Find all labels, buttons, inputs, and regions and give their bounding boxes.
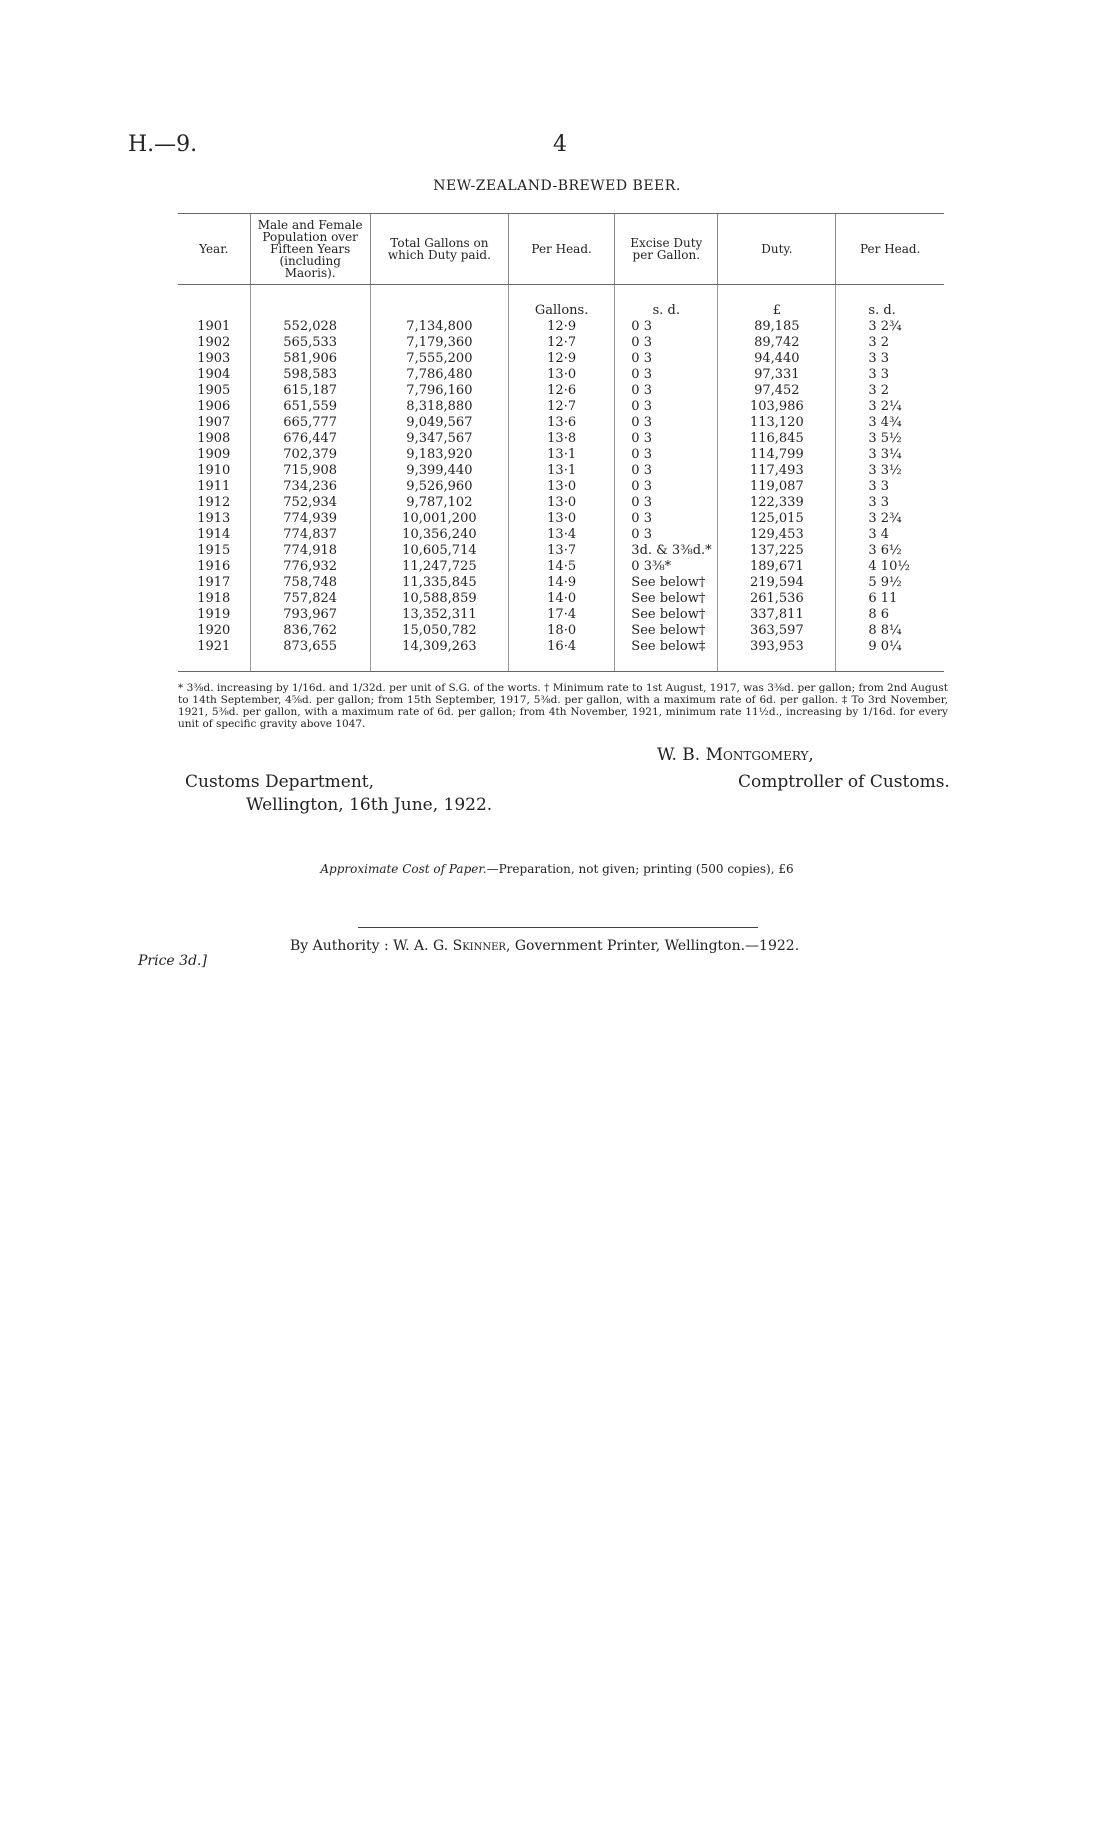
- gallons-per-head-cell: 12·9: [508, 351, 614, 367]
- table-row: [178, 399, 944, 415]
- excise-cell: 0 3: [615, 463, 718, 479]
- duty-per-head-cell: 3 6½: [836, 543, 944, 559]
- gallons-cell: 8,318,880: [370, 399, 508, 415]
- population-cell: 793,967: [250, 607, 370, 623]
- excise-cell: 0 3: [615, 479, 718, 495]
- table-row: [178, 351, 944, 367]
- gallons-cell: 7,796,160: [370, 383, 508, 399]
- duty-per-head-cell: 3 3¼: [836, 447, 944, 463]
- cost-text: —Preparation, not given; printing (500 copies), £6: [486, 862, 794, 876]
- duty-cell: 119,087: [718, 479, 836, 495]
- gallons-cell: 9,399,440: [370, 463, 508, 479]
- population-cell: 774,918: [250, 543, 370, 559]
- population-cell: 581,906: [250, 351, 370, 367]
- duty-cell: 113,120: [718, 415, 836, 431]
- signatory-title: Comptroller of Customs.: [738, 772, 950, 792]
- population-cell: 598,583: [250, 367, 370, 383]
- year-cell: 1918: [197, 591, 231, 606]
- units-row: [178, 303, 944, 319]
- gallons-cell: 7,555,200: [370, 351, 508, 367]
- population-cell: 565,533: [250, 335, 370, 351]
- gallons-cell: 9,183,920: [370, 447, 508, 463]
- gallons-per-head-cell: 12·6: [508, 383, 614, 399]
- gallons-cell: 7,786,480: [370, 367, 508, 383]
- population-cell: 676,447: [250, 431, 370, 447]
- table-title: NEW-ZEALAND-BREWED BEER.: [433, 178, 681, 194]
- excise-cell: 0 3: [615, 431, 718, 447]
- gallons-per-head-cell: 12·7: [508, 335, 614, 351]
- year-cell: 1914: [197, 527, 231, 542]
- gallons-per-head-cell: 13·0: [508, 479, 614, 495]
- gallons-cell: 9,347,567: [370, 431, 508, 447]
- duty-per-head-cell: 3 3½: [836, 463, 944, 479]
- excise-cell: See below‡: [615, 639, 718, 672]
- gallons-cell: 11,247,725: [370, 559, 508, 575]
- population-cell: 665,777: [250, 415, 370, 431]
- population-cell: 776,932: [250, 559, 370, 575]
- excise-cell: 0 3: [615, 495, 718, 511]
- table-row: [178, 319, 944, 335]
- unit-cell: [370, 303, 508, 319]
- cost-note: [0, 862, 1114, 876]
- year-cell: 1910: [197, 463, 231, 478]
- page-number: 4: [553, 132, 567, 157]
- gallons-cell: 7,179,360: [370, 335, 508, 351]
- population-cell: 702,379: [250, 447, 370, 463]
- gallons-per-head-cell: 14·9: [508, 575, 614, 591]
- duty-per-head-cell: 8 8¼: [836, 623, 944, 639]
- table-row: [178, 383, 944, 399]
- excise-cell: 0 3: [615, 319, 718, 335]
- duty-cell: 393,953: [718, 639, 836, 672]
- year-cell: 1904: [197, 367, 231, 382]
- year-cell: 1917: [197, 575, 231, 590]
- gallons-per-head-cell: 13·0: [508, 495, 614, 511]
- population-cell: 774,939: [250, 511, 370, 527]
- duty-per-head-cell: 3 2: [836, 383, 944, 399]
- duty-cell: 117,493: [718, 463, 836, 479]
- year-cell: 1907: [197, 415, 231, 430]
- population-cell: 651,559: [250, 399, 370, 415]
- unit-cell: [178, 303, 250, 319]
- duty-per-head-cell: 6 11: [836, 591, 944, 607]
- unit-cell: Gallons.: [508, 303, 614, 319]
- col-year: Year.: [178, 214, 250, 285]
- population-cell: 615,187: [250, 383, 370, 399]
- authority-prefix: By Authority : W. A. G.: [290, 938, 453, 954]
- divider: [358, 927, 758, 928]
- unit-cell: [250, 303, 370, 319]
- gallons-cell: 10,001,200: [370, 511, 508, 527]
- table-row: [178, 447, 944, 463]
- excise-cell: 3d. & 3⅜d.*: [615, 543, 718, 559]
- duty-cell: 116,845: [718, 431, 836, 447]
- table-row: [178, 591, 944, 607]
- year-cell: 1908: [197, 431, 231, 446]
- duty-per-head-cell: 3 5½: [836, 431, 944, 447]
- gallons-per-head-cell: 13·7: [508, 543, 614, 559]
- gallons-per-head-cell: 12·9: [508, 319, 614, 335]
- duty-per-head-cell: 3 3: [836, 351, 944, 367]
- gallons-per-head-cell: 18·0: [508, 623, 614, 639]
- year-cell: 1906: [197, 399, 231, 414]
- population-cell: 758,748: [250, 575, 370, 591]
- footnote: * 3⅜d. increasing by 1/16d. and 1/32d. per unit of S.G. of the worts. † Minimum rate to 1st August, 1917, was 3⅜d. per gallon; from 2nd August to 14th September, 4⅝d. per gallon; from 15th September, 1917, 5⅜d. per gallon, with a maximum rate of 6d. per gallon. ‡ To 3rd November, 1921, 5⅜d. per gallon, with a maximum rate of 6d. per gallon; from 4th November, 1921, minimum rate 11½d., increasing by 1/16d. for every unit of specific gravity above 1047.: [178, 682, 948, 730]
- table-row: [178, 431, 944, 447]
- table-row: [178, 415, 944, 431]
- duty-cell: 189,671: [718, 559, 836, 575]
- table-row: [178, 639, 944, 672]
- year-cell: 1921: [178, 639, 250, 672]
- duty-cell: 122,339: [718, 495, 836, 511]
- duty-cell: 137,225: [718, 543, 836, 559]
- table-row: [178, 543, 944, 559]
- table-row: [178, 463, 944, 479]
- col-duty: Duty.: [718, 214, 836, 285]
- excise-cell: 0 3: [615, 351, 718, 367]
- year-cell: 1919: [197, 607, 231, 622]
- population-cell: 836,762: [250, 623, 370, 639]
- table-row: [178, 575, 944, 591]
- gallons-cell: 14,309,263: [370, 639, 508, 672]
- year-cell: 1912: [197, 495, 231, 510]
- duty-per-head-cell: 3 2: [836, 335, 944, 351]
- document-id: H.—9.: [128, 132, 198, 157]
- duty-per-head-cell: 3 2¾: [836, 511, 944, 527]
- duty-cell: 219,594: [718, 575, 836, 591]
- duty-per-head-cell: 3 3: [836, 479, 944, 495]
- duty-per-head-cell: 3 2¼: [836, 399, 944, 415]
- year-cell: 1915: [197, 543, 231, 558]
- gallons-per-head-cell: 17·4: [508, 607, 614, 623]
- excise-cell: 0 3: [615, 335, 718, 351]
- gallons-per-head-cell: 14·5: [508, 559, 614, 575]
- cost-label: Approximate Cost of Paper.: [320, 862, 487, 876]
- excise-cell: See below†: [615, 623, 718, 639]
- duty-cell: 261,536: [718, 591, 836, 607]
- table-row: [178, 367, 944, 383]
- gallons-cell: 11,335,845: [370, 575, 508, 591]
- population-cell: 752,934: [250, 495, 370, 511]
- gallons-per-head-cell: 13·0: [508, 511, 614, 527]
- table-row: [178, 335, 944, 351]
- gallons-cell: 13,352,311: [370, 607, 508, 623]
- signatory-name: W. B. Montgomery,: [657, 745, 814, 765]
- gallons-per-head-cell: 13·1: [508, 463, 614, 479]
- excise-cell: See below†: [615, 575, 718, 591]
- duty-per-head-cell: 5 9½: [836, 575, 944, 591]
- gallons-per-head-cell: 16·4: [508, 639, 614, 672]
- excise-cell: 0 3: [615, 511, 718, 527]
- duty-cell: 114,799: [718, 447, 836, 463]
- duty-per-head-cell: 3 2¾: [836, 319, 944, 335]
- gallons-cell: 10,605,714: [370, 543, 508, 559]
- col-gallons-per-head: Per Head.: [508, 214, 614, 285]
- year-cell: 1913: [197, 511, 231, 526]
- duty-per-head-cell: 3 4¾: [836, 415, 944, 431]
- year-cell: 1902: [197, 335, 231, 350]
- year-cell: 1916: [197, 559, 231, 574]
- population-cell: 734,236: [250, 479, 370, 495]
- col-excise-duty: Excise Duty per Gallon.: [615, 214, 718, 285]
- year-cell: 1909: [197, 447, 231, 462]
- unit-cell: £: [718, 303, 836, 319]
- table-row: [178, 623, 944, 639]
- excise-cell: 0 3: [615, 399, 718, 415]
- duty-cell: 89,742: [718, 335, 836, 351]
- duty-cell: 94,440: [718, 351, 836, 367]
- population-cell: 774,837: [250, 527, 370, 543]
- excise-cell: 0 3: [615, 447, 718, 463]
- excise-cell: 0 3: [615, 415, 718, 431]
- duty-per-head-cell: 9 0¼: [836, 639, 944, 672]
- year-cell: 1920: [197, 623, 231, 638]
- beer-statistics-table: [178, 213, 944, 672]
- authority-line: [290, 938, 799, 954]
- place-date: Wellington, 16th June, 1922.: [246, 795, 493, 815]
- duty-per-head-cell: 3 4: [836, 527, 944, 543]
- printer-name: Skinner: [452, 938, 506, 954]
- gallons-per-head-cell: 14·0: [508, 591, 614, 607]
- excise-cell: 0 3: [615, 367, 718, 383]
- gallons-cell: 15,050,782: [370, 623, 508, 639]
- table-row: [178, 607, 944, 623]
- excise-cell: See below†: [615, 607, 718, 623]
- gallons-per-head-cell: 13·6: [508, 415, 614, 431]
- gallons-cell: 7,134,800: [370, 319, 508, 335]
- table-row: [178, 479, 944, 495]
- duty-per-head-cell: 8 6: [836, 607, 944, 623]
- col-population: Male and Female Population over Fifteen Years (including Maoris).: [250, 214, 370, 285]
- duty-per-head-cell: 4 10½: [836, 559, 944, 575]
- gallons-cell: 9,787,102: [370, 495, 508, 511]
- table-row: [178, 495, 944, 511]
- year-cell: 1901: [197, 319, 231, 334]
- duty-cell: 337,811: [718, 607, 836, 623]
- duty-cell: 125,015: [718, 511, 836, 527]
- year-cell: 1903: [197, 351, 231, 366]
- population-cell: 715,908: [250, 463, 370, 479]
- duty-cell: 363,597: [718, 623, 836, 639]
- duty-per-head-cell: 3 3: [836, 367, 944, 383]
- table-header-row: [178, 214, 944, 285]
- col-total-gallons: Total Gallons on which Duty paid.: [370, 214, 508, 285]
- year-cell: 1911: [197, 479, 231, 494]
- department: Customs Department,: [185, 772, 375, 792]
- gallons-per-head-cell: 12·7: [508, 399, 614, 415]
- population-cell: 873,655: [250, 639, 370, 672]
- duty-cell: 129,453: [718, 527, 836, 543]
- authority-suffix: , Government Printer, Wellington.—1922.: [505, 938, 800, 954]
- population-cell: 757,824: [250, 591, 370, 607]
- excise-cell: 0 3: [615, 383, 718, 399]
- duty-cell: 97,452: [718, 383, 836, 399]
- gallons-per-head-cell: 13·4: [508, 527, 614, 543]
- unit-cell: s. d.: [836, 303, 944, 319]
- gallons-cell: 10,356,240: [370, 527, 508, 543]
- year-cell: 1905: [197, 383, 231, 398]
- duty-cell: 89,185: [718, 319, 836, 335]
- price: Price 3d.]: [138, 953, 207, 969]
- gallons-per-head-cell: 13·8: [508, 431, 614, 447]
- spacer-row: [178, 285, 944, 304]
- excise-cell: 0 3⅜*: [615, 559, 718, 575]
- duty-cell: 103,986: [718, 399, 836, 415]
- table-row: [178, 511, 944, 527]
- population-cell: 552,028: [250, 319, 370, 335]
- col-duty-per-head: Per Head.: [836, 214, 944, 285]
- gallons-per-head-cell: 13·0: [508, 367, 614, 383]
- excise-cell: 0 3: [615, 527, 718, 543]
- excise-cell: See below†: [615, 591, 718, 607]
- gallons-cell: 10,588,859: [370, 591, 508, 607]
- table-row: [178, 559, 944, 575]
- duty-cell: 97,331: [718, 367, 836, 383]
- table-row: [178, 527, 944, 543]
- gallons-cell: 9,049,567: [370, 415, 508, 431]
- duty-per-head-cell: 3 3: [836, 495, 944, 511]
- unit-cell: s. d.: [615, 303, 718, 319]
- gallons-per-head-cell: 13·1: [508, 447, 614, 463]
- gallons-cell: 9,526,960: [370, 479, 508, 495]
